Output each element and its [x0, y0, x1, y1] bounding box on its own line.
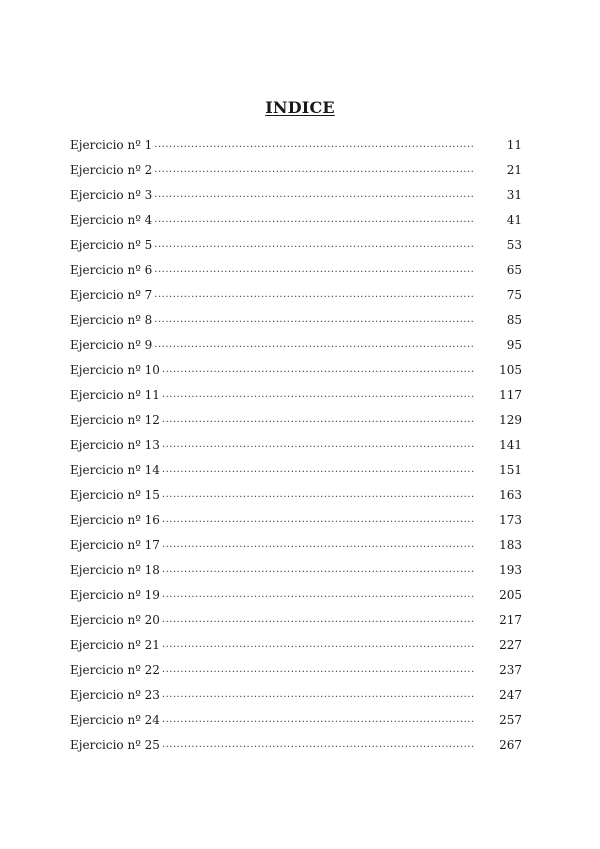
toc-entry-page: 247 [499, 687, 522, 702]
toc-entry [70, 557, 522, 582]
toc-entry [70, 607, 522, 632]
toc-entry-label: Ejercicio nº 3 [70, 187, 153, 202]
toc-entry [70, 407, 522, 432]
toc-entry-page: 267 [499, 737, 522, 752]
toc-entry-page: 65 [506, 262, 522, 277]
toc-entry-page: 141 [499, 437, 522, 452]
dot-leader [162, 688, 474, 702]
toc-entry [70, 507, 522, 532]
toc-entry-label: Ejercicio nº 21 [70, 637, 160, 652]
toc-entry [70, 332, 522, 357]
toc-entry-label: Ejercicio nº 19 [70, 587, 160, 602]
toc-entry [70, 732, 522, 757]
index-title: INDICE [265, 98, 335, 117]
toc-entry-label: Ejercicio nº 22 [70, 662, 160, 677]
table-of-contents [70, 132, 522, 757]
dot-leader [154, 138, 474, 152]
toc-entry-label: Ejercicio nº 1 [70, 137, 153, 152]
toc-entry-label: Ejercicio nº 25 [70, 737, 160, 752]
toc-entry-label: Ejercicio nº 17 [70, 537, 160, 552]
dot-leader [162, 513, 474, 527]
toc-entry [70, 432, 522, 457]
dot-leader [154, 213, 474, 227]
toc-entry [70, 532, 522, 557]
toc-entry-page: 193 [499, 562, 522, 577]
toc-entry-page: 85 [506, 312, 522, 327]
toc-entry [70, 132, 522, 157]
toc-entry-page: 227 [499, 637, 522, 652]
toc-entry-page: 21 [506, 162, 522, 177]
dot-leader [162, 663, 474, 677]
toc-entry [70, 632, 522, 657]
toc-entry-label: Ejercicio nº 20 [70, 612, 160, 627]
toc-entry [70, 382, 522, 407]
toc-entry-label: Ejercicio nº 16 [70, 512, 160, 527]
toc-entry-page: 75 [506, 287, 522, 302]
dot-leader [162, 438, 474, 452]
dot-leader [154, 338, 474, 352]
toc-entry-page: 205 [499, 587, 522, 602]
dot-leader [162, 488, 474, 502]
toc-entry [70, 657, 522, 682]
dot-leader [154, 188, 474, 202]
toc-entry-label: Ejercicio nº 9 [70, 337, 153, 352]
dot-leader [162, 413, 474, 427]
toc-entry-label: Ejercicio nº 7 [70, 287, 153, 302]
toc-entry [70, 457, 522, 482]
dot-leader [154, 313, 474, 327]
toc-entry-label: Ejercicio nº 6 [70, 262, 153, 277]
toc-entry-page: 173 [499, 512, 522, 527]
toc-entry-page: 129 [499, 412, 522, 427]
toc-entry [70, 282, 522, 307]
dot-leader [162, 713, 474, 727]
dot-leader [154, 163, 474, 177]
toc-entry-label: Ejercicio nº 10 [70, 362, 160, 377]
dot-leader [154, 238, 474, 252]
dot-leader [162, 563, 474, 577]
toc-entry [70, 207, 522, 232]
toc-entry-page: 95 [506, 337, 522, 352]
toc-entry-label: Ejercicio nº 24 [70, 712, 160, 727]
toc-entry-page: 105 [499, 362, 522, 377]
toc-entry-label: Ejercicio nº 2 [70, 162, 153, 177]
toc-entry [70, 232, 522, 257]
toc-entry-page: 163 [499, 487, 522, 502]
toc-entry [70, 357, 522, 382]
toc-entry-page: 217 [499, 612, 522, 627]
toc-entry [70, 482, 522, 507]
toc-entry-page: 53 [506, 237, 522, 252]
toc-entry [70, 157, 522, 182]
toc-entry-label: Ejercicio nº 11 [70, 387, 160, 402]
toc-entry [70, 707, 522, 732]
dot-leader [162, 538, 474, 552]
dot-leader [162, 463, 474, 477]
dot-leader [162, 388, 474, 402]
toc-entry-page: 117 [499, 387, 522, 402]
toc-entry [70, 257, 522, 282]
toc-entry-page: 31 [506, 187, 522, 202]
toc-entry [70, 182, 522, 207]
dot-leader [162, 363, 474, 377]
dot-leader [162, 613, 474, 627]
toc-entry-label: Ejercicio nº 18 [70, 562, 160, 577]
toc-entry-label: Ejercicio nº 4 [70, 212, 153, 227]
toc-entry-label: Ejercicio nº 5 [70, 237, 153, 252]
toc-entry-label: Ejercicio nº 23 [70, 687, 160, 702]
toc-entry-page: 237 [499, 662, 522, 677]
toc-entry-label: Ejercicio nº 8 [70, 312, 153, 327]
toc-entry-page: 41 [506, 212, 522, 227]
dot-leader [154, 288, 474, 302]
dot-leader [154, 263, 474, 277]
toc-entry [70, 682, 522, 707]
dot-leader [162, 738, 474, 752]
toc-entry-page: 257 [499, 712, 522, 727]
toc-entry-page: 11 [506, 137, 522, 152]
toc-entry [70, 582, 522, 607]
toc-entry-page: 183 [499, 537, 522, 552]
toc-entry-label: Ejercicio nº 14 [70, 462, 160, 477]
toc-entry [70, 307, 522, 332]
toc-entry-label: Ejercicio nº 12 [70, 412, 160, 427]
dot-leader [162, 638, 474, 652]
toc-entry-label: Ejercicio nº 13 [70, 437, 160, 452]
toc-entry-page: 151 [499, 462, 522, 477]
dot-leader [162, 588, 474, 602]
toc-entry-label: Ejercicio nº 15 [70, 487, 160, 502]
